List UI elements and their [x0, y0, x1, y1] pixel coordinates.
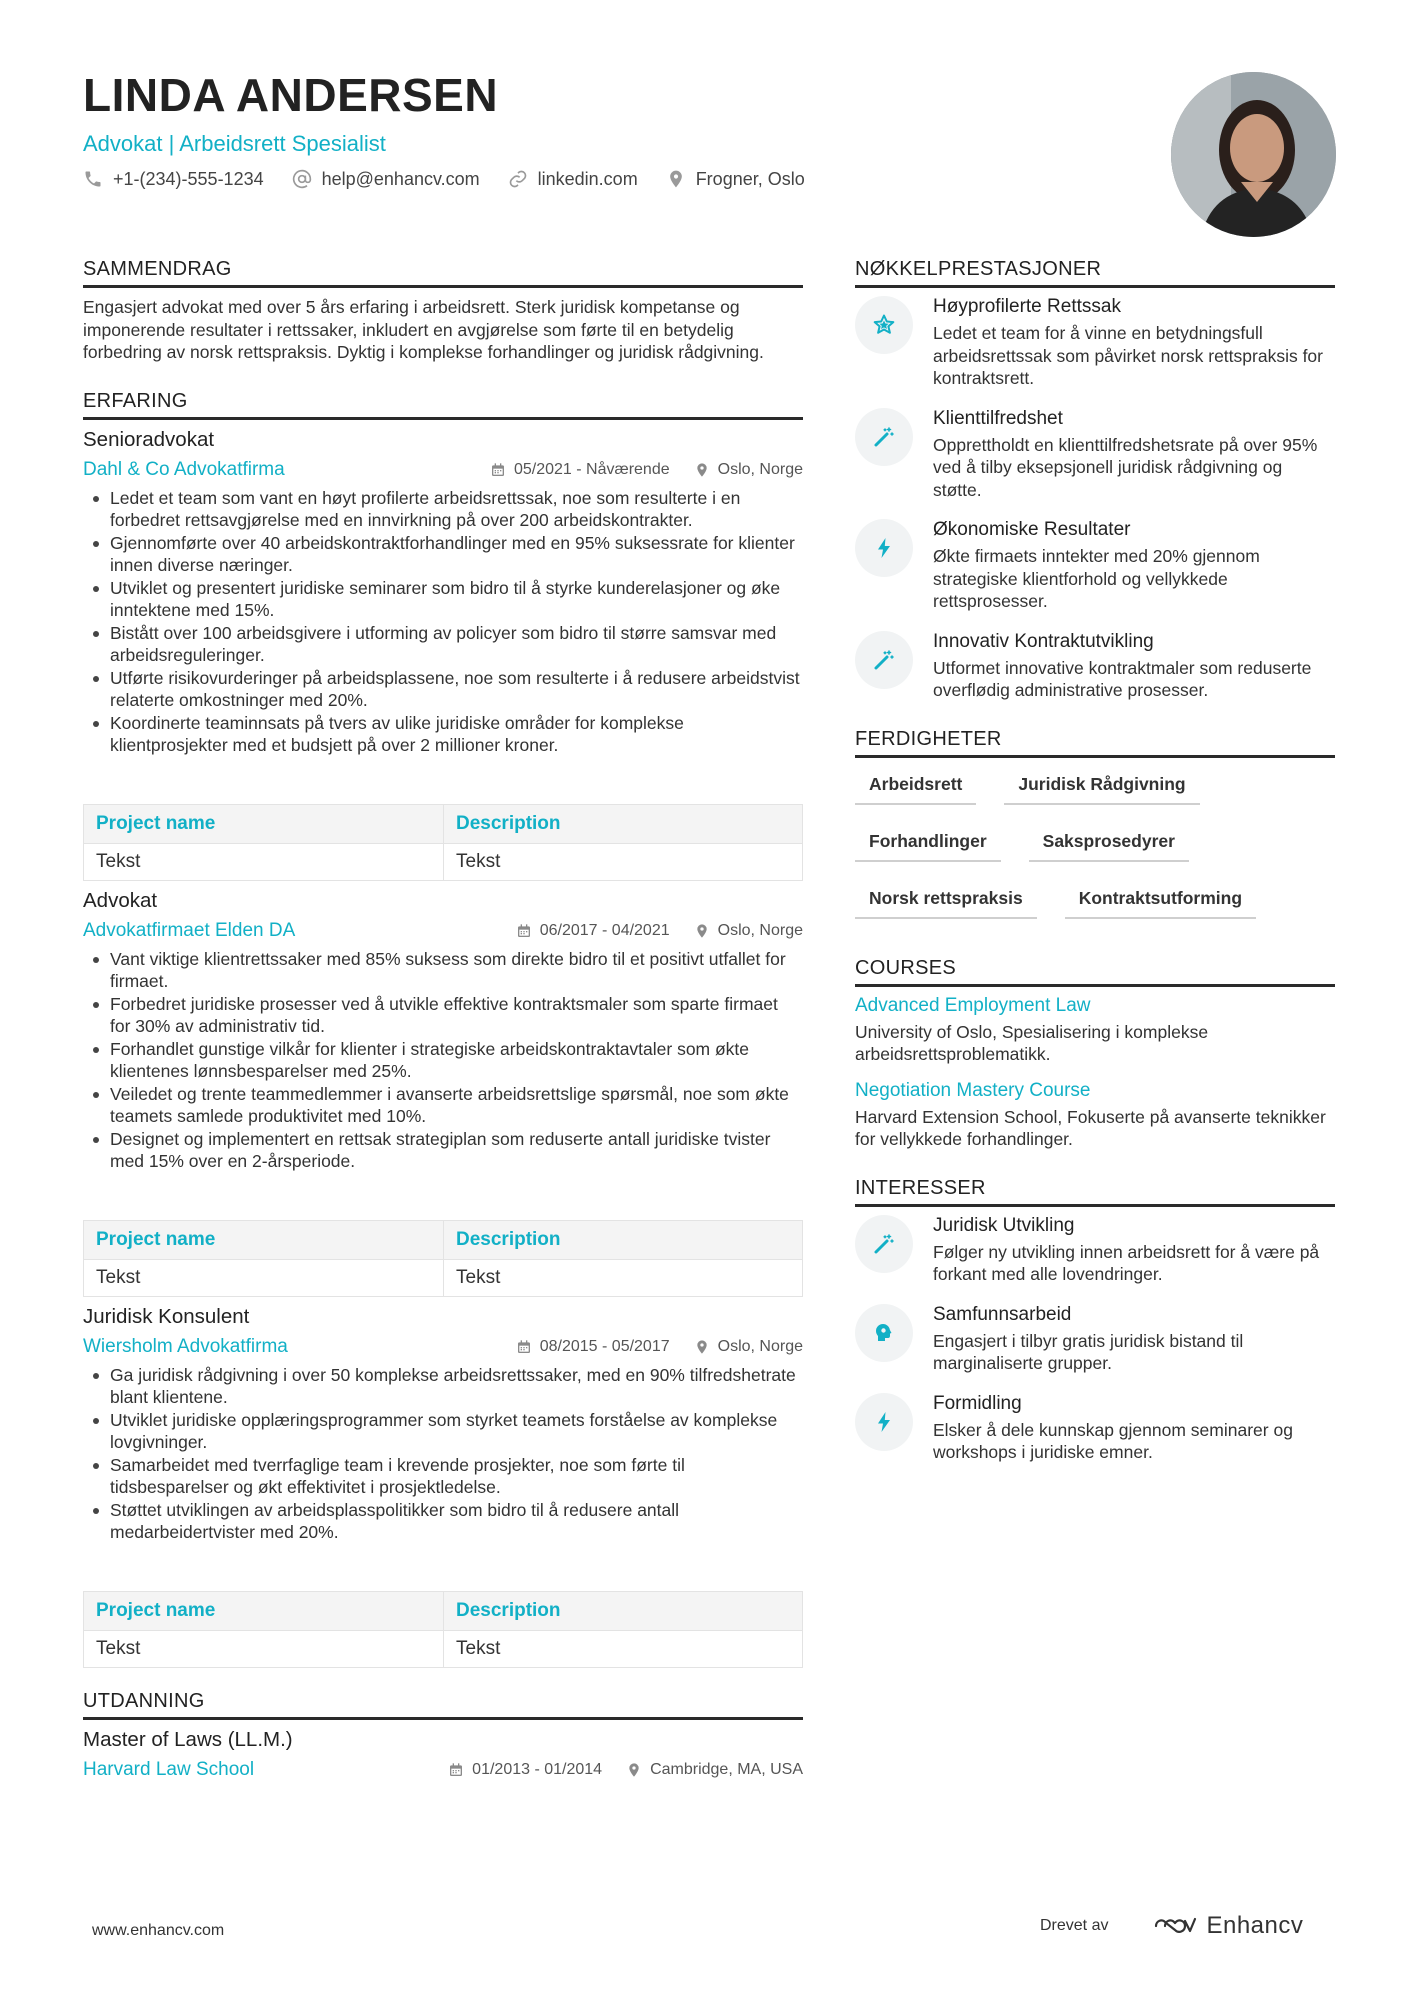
star-icon — [855, 296, 913, 354]
education-location-text: Cambridge, MA, USA — [650, 1760, 803, 1778]
table-cell: Tekst — [84, 843, 444, 880]
education-dates-text: 01/2013 - 01/2014 — [472, 1760, 603, 1778]
bullet-item: Gjennomførte over 40 arbeidskontraktforhandlinger med en 95% suksessrate for klienter innen diverse næringer. — [83, 532, 803, 577]
brand-logo[interactable] — [1152, 1912, 1303, 1940]
job-dates — [516, 922, 670, 940]
achievement-description: Økte firmaets inntekter med 20% gjennom strategiske klientforhold og vellykkede rettsprosesser. — [933, 546, 1260, 611]
location-pin-icon — [694, 462, 710, 478]
table-cell: Tekst — [84, 1259, 444, 1296]
brand-name: Enhancv — [1206, 1912, 1304, 1939]
job-meta-right — [516, 922, 803, 940]
degree-title: Master of Laws (LL.M.) — [83, 1727, 293, 1751]
experience-heading: ERFARING — [83, 390, 803, 420]
achievement-item — [855, 631, 1335, 702]
skills-heading: FERDIGHETER — [855, 728, 1335, 758]
project-table — [83, 804, 803, 881]
bullet-item: Forbedret juridiske prosesser ved å utvikle effektive kontraktsmaler som sparte firmaet for 30% av administrativ tid. — [83, 993, 803, 1038]
left-column — [83, 258, 803, 1781]
bullet-item: Samarbeidet med tverrfaglige team i krevende prosjekter, noe som førte til tidsbesparelser og økt effektivitet i prosjektledelse. — [83, 1454, 803, 1499]
skill-tag: Kontraktsutforming — [1065, 888, 1256, 919]
achievement-content — [933, 519, 1335, 613]
job-dates-text: 08/2015 - 05/2017 — [539, 1337, 670, 1355]
table-header-project: Project name — [84, 1220, 444, 1259]
job-location-text: Oslo, Norge — [717, 1337, 803, 1355]
bullet-item: Ledet et team som vant en høyt profilerte arbeidsrettssak, noe som resulterte i en forbedret rettsavgjørelse med en innvirkning på over 200 arbeidskontrakter. — [83, 487, 803, 532]
achievement-description: Ledet et team for å vinne en betydningsfull arbeidsrettssak som påvirket norsk rettspraksis for kontraktsrett. — [933, 323, 1323, 388]
summary-text: Engasjert advokat med over 5 års erfaring i arbeidsrett. Sterk juridisk kompetanse og imponerende resultater i rettssaker, inkludert en avgjørelse som førte til en betydelig forbedring av norsk rettspraksis. Dyktig i komplekse forhandlinger og juridisk rådgivning. — [83, 297, 764, 362]
course-title[interactable]: Negotiation Mastery Course — [855, 1079, 1091, 1101]
achievement-item — [855, 408, 1335, 502]
company-name[interactable]: Advokatfirmaet Elden DA — [83, 919, 296, 941]
job-bullets — [83, 1364, 803, 1544]
magic-wand-icon — [855, 631, 913, 689]
achievement-content — [933, 296, 1335, 390]
job-title: Advokat — [83, 888, 158, 912]
table-cell: Tekst — [444, 1259, 803, 1296]
table-header-description: Description — [444, 1220, 803, 1259]
location-pin-icon — [626, 1762, 642, 1778]
interest-item — [855, 1393, 1335, 1464]
achievement-item — [855, 519, 1335, 613]
job-title: Juridisk Konsulent — [83, 1304, 250, 1328]
job-entry — [83, 1305, 803, 1668]
table-header-row — [84, 804, 803, 843]
course-description: University of Oslo, Spesialisering i komplekse arbeidsrettsproblematikk. — [855, 1021, 1209, 1064]
location-pin-icon — [666, 169, 686, 189]
table-cell: Tekst — [84, 1630, 444, 1667]
skills-section — [855, 728, 1335, 919]
footer-website[interactable]: www.enhancv.com — [92, 1922, 225, 1939]
contact-linkedin — [508, 169, 638, 190]
table-row — [84, 843, 803, 880]
powered-by-label: Drevet av — [1040, 1917, 1109, 1934]
achievement-content — [933, 408, 1335, 502]
interests-section — [855, 1177, 1335, 1464]
skill-tag: Arbeidsrett — [855, 774, 976, 805]
bullet-item: Veiledet og trente teammedlemmer i avanserte arbeidsrettslige spørsmål, noe som økte teamets samlede produktivitet med 10%. — [83, 1083, 803, 1128]
table-header-description: Description — [444, 804, 803, 843]
skill-tag: Saksprosedyrer — [1029, 831, 1189, 862]
table-header-row — [84, 1591, 803, 1630]
table-header-description: Description — [444, 1591, 803, 1630]
location-pin-icon — [694, 1339, 710, 1355]
resume-header — [83, 70, 1133, 190]
job-title: Senioradvokat — [83, 427, 215, 451]
calendar-icon — [448, 1762, 464, 1778]
contact-location — [666, 169, 805, 190]
enhancv-logo-icon — [1152, 1914, 1198, 1938]
bullet-item: Utviklet og presentert juridiske seminarer som bidro til å styrke kunderelasjoner og øke inntektene med 15%. — [83, 577, 803, 622]
job-location — [694, 922, 803, 940]
linkedin-link[interactable]: linkedin.com — [537, 168, 638, 189]
education-location — [626, 1761, 803, 1779]
job-meta-right — [490, 461, 803, 479]
interest-title: Juridisk Utvikling — [933, 1214, 1075, 1236]
course-description: Harvard Extension School, Fokuserte på avanserte teknikker for vellykkede forhandlinger. — [855, 1106, 1326, 1149]
achievement-description: Opprettholdt en klienttilfredshetsrate på over 95% ved å tilby eksepsjonell juridisk rådgivning og støtte. — [933, 434, 1318, 500]
project-table — [83, 1591, 803, 1668]
location-text: Frogner, Oslo — [695, 168, 805, 189]
job-entry — [83, 889, 803, 1297]
achievement-content — [933, 631, 1335, 702]
job-dates-text: 05/2021 - Nåværende — [513, 460, 670, 478]
project-table — [83, 1220, 803, 1297]
interest-item — [855, 1215, 1335, 1286]
job-dates — [516, 1338, 670, 1356]
job-dates-text: 06/2017 - 04/2021 — [539, 921, 670, 939]
contact-row — [83, 169, 1133, 190]
calendar-icon — [490, 462, 506, 478]
interest-description: Engasjert i tilbyr gratis juridisk bistand til marginaliserte grupper. — [933, 1330, 1244, 1373]
calendar-icon — [516, 1339, 532, 1355]
achievement-title: Klienttilfredshet — [933, 407, 1063, 429]
job-meta — [83, 459, 803, 481]
table-cell: Tekst — [444, 843, 803, 880]
bolt-icon — [855, 1393, 913, 1451]
bullet-item: Utførte risikovurderinger på arbeidsplassene, noe som resulterte i å redusere arbeidstvist relaterte omkostninger med 20%. — [83, 667, 803, 712]
interest-description: Følger ny utvikling innen arbeidsrett for å være på forkant med alle lovendringer. — [933, 1241, 1320, 1284]
interest-content — [933, 1215, 1335, 1286]
education-heading: UTDANNING — [83, 1690, 803, 1720]
job-bullets — [83, 487, 803, 757]
link-icon — [508, 169, 528, 189]
magic-wand-icon — [855, 1215, 913, 1273]
job-meta — [83, 920, 803, 942]
interest-item — [855, 1304, 1335, 1375]
interest-content — [933, 1393, 1335, 1464]
job-bullets — [83, 948, 803, 1173]
achievements-heading: NØKKELPRESTASJONER — [855, 258, 1335, 288]
interest-description: Elsker å dele kunnskap gjennom seminarer og workshops i juridiske emner. — [933, 1419, 1293, 1462]
job-location — [694, 461, 803, 479]
achievement-description: Utformet innovative kontraktmaler som reduserte overflødig administrative prosesser. — [933, 657, 1312, 700]
footer-branding — [1040, 1912, 1303, 1940]
education-meta-right — [448, 1761, 803, 1779]
bullet-item: Designet og implementert en rettsak strategiplan som reduserte antall juridiske tvister med 15% over en 2-årsperiode. — [83, 1128, 803, 1173]
table-cell: Tekst — [444, 1630, 803, 1667]
profile-photo — [1171, 72, 1336, 237]
bullet-item: Forhandlet gunstige vilkår for klienter i strategiske arbeidskontraktavtaler som økte klientenes lønnsbesparelser med 25%. — [83, 1038, 803, 1083]
skill-tag: Juridisk Rådgivning — [1004, 774, 1199, 805]
skills-list — [855, 774, 1335, 919]
achievement-item — [855, 296, 1335, 390]
company-name[interactable]: Dahl & Co Advokatfirma — [83, 458, 285, 480]
candidate-name: LINDA ANDERSEN — [83, 69, 499, 121]
bullet-item: Ga juridisk rådgivning i over 50 komplekse arbeidsrettssaker, med en 90% tilfredshetrate blant klientene. — [83, 1364, 803, 1409]
bullet-item: Støttet utviklingen av arbeidsplasspolitikker som bidro til å redusere antall medarbeidertvister med 20%. — [83, 1499, 803, 1544]
calendar-icon — [516, 923, 532, 939]
education-dates — [448, 1761, 602, 1779]
job-dates — [490, 461, 670, 479]
magic-wand-icon — [855, 408, 913, 466]
achievements-section — [855, 258, 1335, 702]
skill-tag: Norsk rettspraksis — [855, 888, 1037, 919]
experience-section — [83, 390, 803, 1668]
bullet-item: Bistått over 100 arbeidsgivere i utforming av policyer som bidro til større samsvar med arbeidsreguleringer. — [83, 622, 803, 667]
at-icon — [292, 169, 312, 189]
table-header-project: Project name — [84, 1591, 444, 1630]
job-location-text: Oslo, Norge — [717, 460, 803, 478]
contact-email — [292, 169, 480, 190]
summary-heading: SAMMENDRAG — [83, 258, 803, 288]
company-name[interactable]: Wiersholm Advokatfirma — [83, 1335, 288, 1357]
location-pin-icon — [694, 923, 710, 939]
bullet-item: Vant viktige klientrettssaker med 85% suksess som direkte bidro til et positivt utfallet for firmaet. — [83, 948, 803, 993]
course-title[interactable]: Advanced Employment Law — [855, 994, 1091, 1016]
table-header-project: Project name — [84, 804, 444, 843]
education-meta — [83, 1759, 803, 1781]
interest-title: Formidling — [933, 1392, 1022, 1414]
job-entry — [83, 428, 803, 881]
summary-section — [83, 258, 803, 364]
bolt-icon — [855, 519, 913, 577]
achievement-title: Høyprofilerte Rettssak — [933, 296, 1121, 317]
candidate-headline: Advokat | Arbeidsrett Spesialist — [83, 130, 386, 156]
phone-text[interactable]: +1-(234)-555-1234 — [113, 168, 264, 189]
job-location-text: Oslo, Norge — [717, 921, 803, 939]
job-meta — [83, 1336, 803, 1358]
email-link[interactable]: help@enhancv.com — [321, 168, 480, 189]
interest-content — [933, 1304, 1335, 1375]
table-header-row — [84, 1220, 803, 1259]
head-icon — [855, 1304, 913, 1362]
interests-heading: INTERESSER — [855, 1177, 1335, 1207]
table-row — [84, 1630, 803, 1667]
contact-phone — [83, 169, 264, 190]
bullet-item: Utviklet juridiske opplæringsprogrammer som styrket teamets forståelse av komplekse lovgivninger. — [83, 1409, 803, 1454]
skill-tag: Forhandlinger — [855, 831, 1001, 862]
courses-heading: COURSES — [855, 957, 1335, 987]
school-name[interactable]: Harvard Law School — [83, 1758, 255, 1780]
courses-section — [855, 957, 1335, 1151]
bullet-item: Koordinerte teaminnsats på tvers av ulike juridiske områder for komplekse klientprosjekter med et budsjett på over 2 millioner kroner. — [83, 712, 803, 757]
achievement-title: Innovativ Kontraktutvikling — [933, 630, 1154, 652]
job-meta-right — [516, 1338, 803, 1356]
table-row — [84, 1259, 803, 1296]
phone-icon — [83, 169, 103, 189]
right-column — [855, 258, 1335, 1482]
education-section — [83, 1690, 803, 1781]
achievement-title: Økonomiske Resultater — [933, 519, 1131, 540]
job-location — [694, 1338, 803, 1356]
interest-title: Samfunnsarbeid — [933, 1303, 1072, 1325]
